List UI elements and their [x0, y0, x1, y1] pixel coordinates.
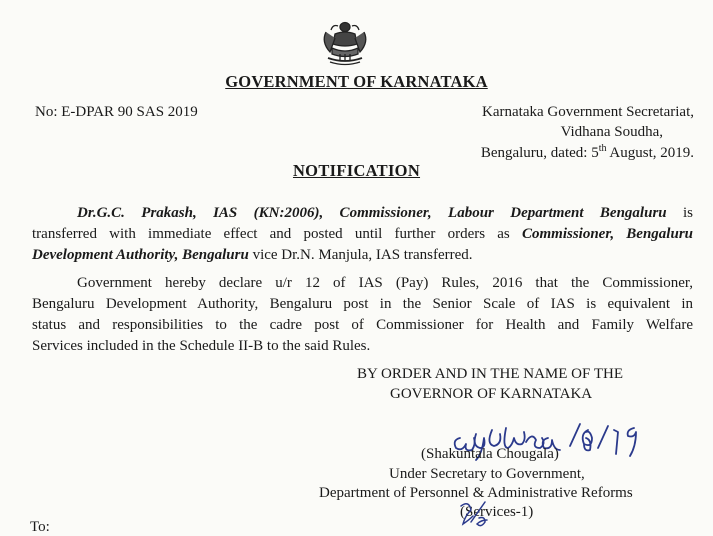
date-ordinal: th: [598, 143, 607, 154]
address-line-date: [481, 143, 694, 162]
government-title: GOVERNMENT OF KARNATAKA: [225, 72, 488, 91]
paragraph-1-line-2-text: transferred with immediate effect and posted until further orders as: [32, 226, 522, 242]
paragraph-2-line-3: status and responsibilities to the cadre post of Commissioner for Health and Family Welfare: [32, 317, 693, 333]
address-line-secretariat: Karnataka Government Secretariat,: [482, 104, 694, 120]
notification-title: NOTIFICATION: [292, 161, 421, 180]
notification-paragraph-2: [32, 273, 693, 357]
new-post-part-1: Commissioner, Bengaluru: [521, 226, 693, 242]
signatory-name: (Shakuntala Chougala): [421, 446, 559, 462]
paragraph-1-line-3: [32, 245, 693, 266]
paragraph-2-line-2: Bengaluru Development Authority, Bengaluru post in the Senior Scale of IAS is equivalent in: [32, 296, 693, 312]
address-line-vidhana-soudha: Vidhana Soudha,: [560, 124, 663, 140]
signatory-department: Department of Personnel & Administrative Reforms: [319, 485, 633, 501]
date-suffix: August, 2019.: [606, 145, 694, 161]
signatory-section: (Services-1): [460, 504, 534, 520]
handwritten-initials: [455, 496, 495, 531]
paragraph-1-line-1: [32, 203, 693, 224]
paragraph-1-line-2: [32, 224, 693, 245]
notification-paragraph-1: [32, 203, 693, 266]
karnataka-emblem-icon: [318, 18, 372, 68]
by-order-line: BY ORDER AND IN THE NAME OF THE: [357, 366, 623, 382]
date-prefix: Bengaluru, dated: 5: [480, 145, 599, 161]
paragraph-2-line-4: Services included in the Schedule II-B to the said Rules.: [32, 338, 371, 354]
addressee-label: To:: [30, 519, 50, 535]
reference-number: No: E-DPAR 90 SAS 2019: [35, 104, 198, 120]
officer-details: Dr.G.C. Prakash, IAS (KN:2006), Commissioner, Labour Department Bengaluru: [77, 205, 667, 221]
paragraph-1-line-3-text: vice Dr.N. Manjula, IAS transferred.: [248, 247, 473, 263]
new-post-part-2: Development Authority, Bengaluru: [32, 247, 249, 263]
paragraph-1-line-1-tail: is: [666, 205, 693, 221]
signatory-designation: Under Secretary to Government,: [389, 466, 585, 482]
governor-line: GOVERNOR OF KARNATAKA: [390, 386, 593, 402]
paragraph-2-line-1: Government hereby declare u/r 12 of IAS (Pay) Rules, 2016 that the Commissioner,: [77, 275, 693, 291]
